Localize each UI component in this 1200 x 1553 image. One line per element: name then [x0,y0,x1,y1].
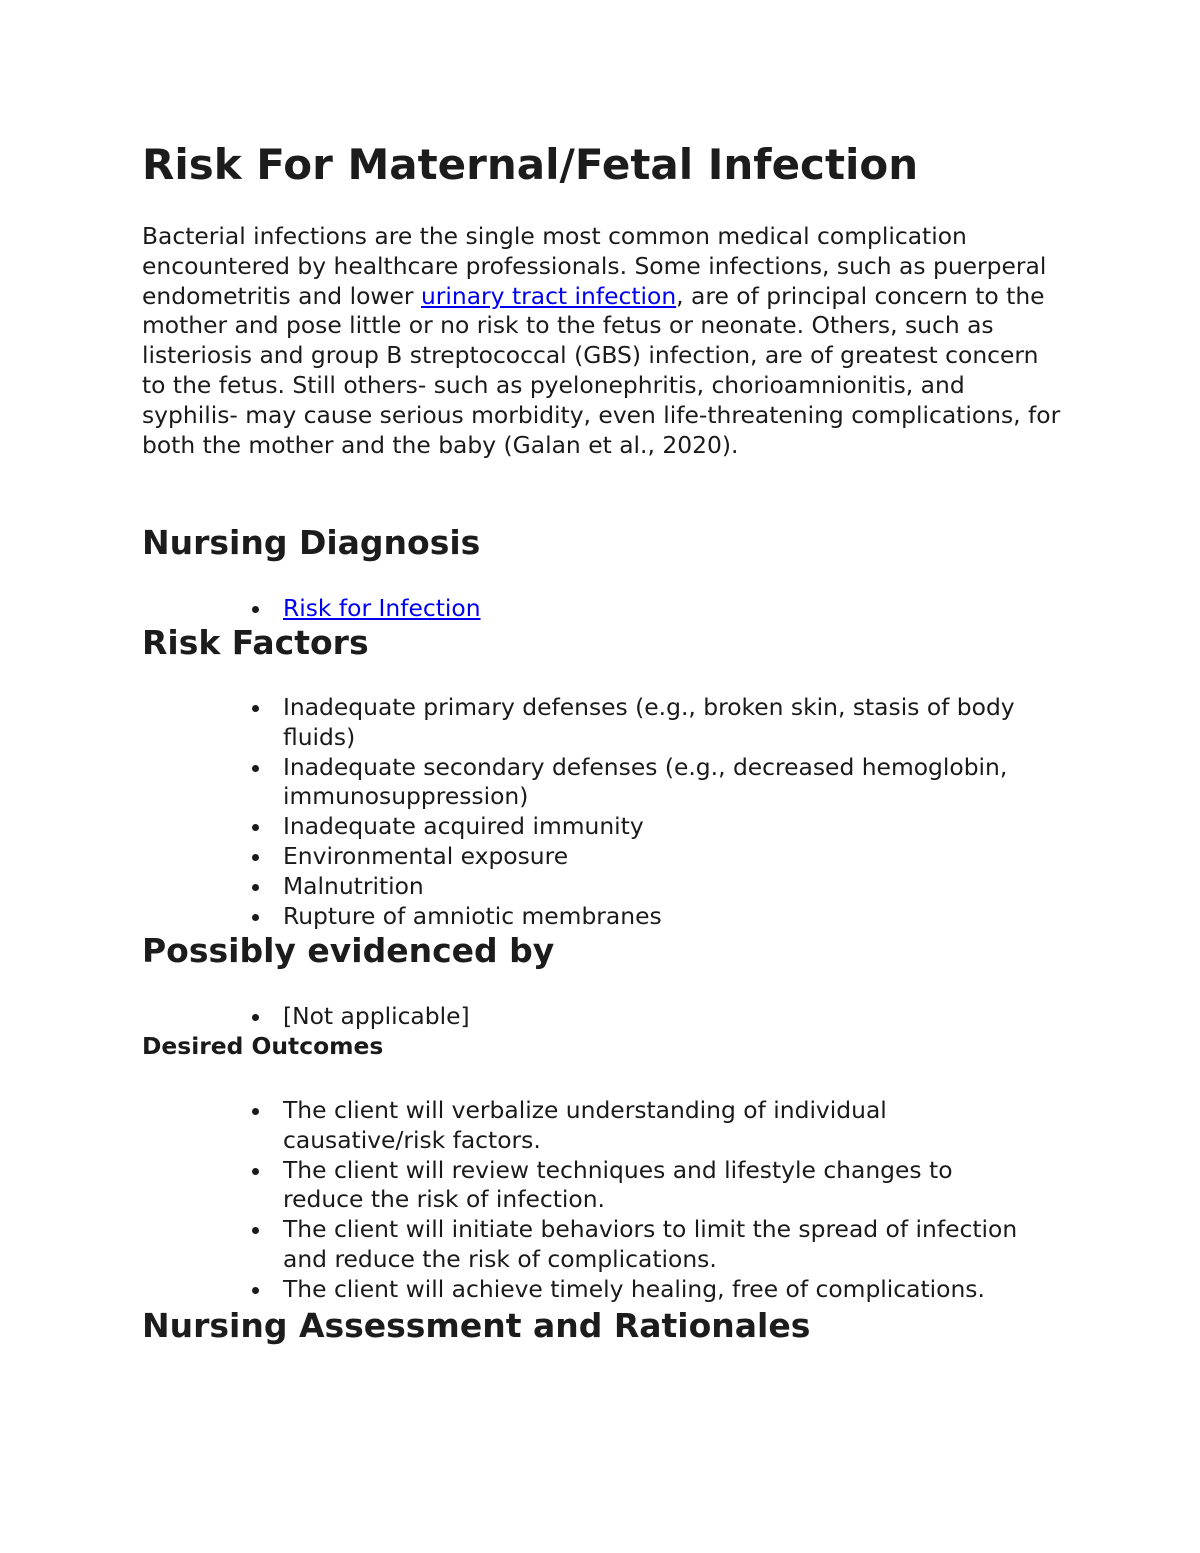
list-item [142,1156,1023,1216]
bullet-icon [252,705,259,712]
desired-outcomes-list [142,1096,1042,1305]
list-item [142,1096,1023,1156]
bullet-icon [252,606,259,613]
outcome-text: The client will achieve timely healing, free of complications. [283,1274,985,1303]
bullet-icon [252,824,259,831]
evidenced-by-text: [Not applicable] [283,1002,470,1030]
nursing-assessment-heading: Nursing Assessment and Rationales [142,1306,811,1345]
list-item [142,1275,1023,1305]
intro-paragraph [142,222,1067,460]
list-item [142,1002,1023,1032]
desired-outcomes-heading: Desired Outcomes [142,1032,384,1060]
risk-factor-text: Inadequate secondary defenses (e.g., decreased hemoglobin, immunosuppression) [283,752,1008,811]
list-item [142,693,1023,753]
intro-text-start: Bacterial infections are the single most common medical complication encountered by healthcare professionals. Some infections, such as puerperal endometritis and lower [142,222,1047,310]
list-item [142,872,1023,902]
nursing-diagnosis-list [142,594,1042,624]
bullet-icon [252,884,259,891]
evidenced-by-list [142,1002,1042,1032]
bullet-icon [252,765,259,772]
outcome-text: The client will verbalize understanding of individual causative/risk factors. [283,1096,887,1154]
risk-factor-text: Malnutrition [283,871,424,900]
list-item [142,902,1023,932]
outcome-text: The client will initiate behaviors to limit the spread of infection and reduce the risk of complications. [283,1215,1018,1273]
risk-factor-text: Rupture of amniotic membranes [283,901,662,930]
intro-text-end: , are of principal concern to the mother and pose little or no risk to the fetus or neonate. Others, such as listeriosis and group B streptococcal (GBS) infection, are of greatest concern to the fetus. Still others- such as pyelonephritis, chorioamnionitis, and syphilis- may cause serious morbidity, even life-threatening complications, for both the mother and the baby (Galan et al., 2020). [142,281,1061,459]
risk-factors-list [142,693,1042,931]
bullet-icon [252,1168,259,1175]
possibly-evidenced-by-heading: Possibly evidenced by [142,931,555,970]
list-item [142,594,1023,624]
risk-factor-text: Inadequate acquired immunity [283,812,644,841]
bullet-icon [252,854,259,861]
nursing-diagnosis-heading: Nursing Diagnosis [142,523,481,562]
page-title: Risk For Maternal/Fetal Infection [142,140,919,189]
risk-factors-heading: Risk Factors [142,623,369,662]
risk-factor-text: Environmental exposure [283,841,569,870]
outcome-text: The client will review techniques and lifestyle changes to reduce the risk of infection. [283,1155,953,1214]
list-item [142,1215,1023,1275]
bullet-icon [252,1227,259,1234]
urinary-tract-infection-link[interactable]: urinary tract infection [420,281,677,310]
list-item [142,753,1023,813]
list-item [142,812,1023,842]
risk-factor-text: Inadequate primary defenses (e.g., broken skin, stasis of body fluids) [283,693,1015,751]
risk-for-infection-link[interactable]: Risk for Infection [283,594,481,622]
bullet-icon [252,1014,259,1021]
bullet-icon [252,1108,259,1115]
list-item [142,842,1023,872]
bullet-icon [252,914,259,921]
bullet-icon [252,1287,259,1294]
